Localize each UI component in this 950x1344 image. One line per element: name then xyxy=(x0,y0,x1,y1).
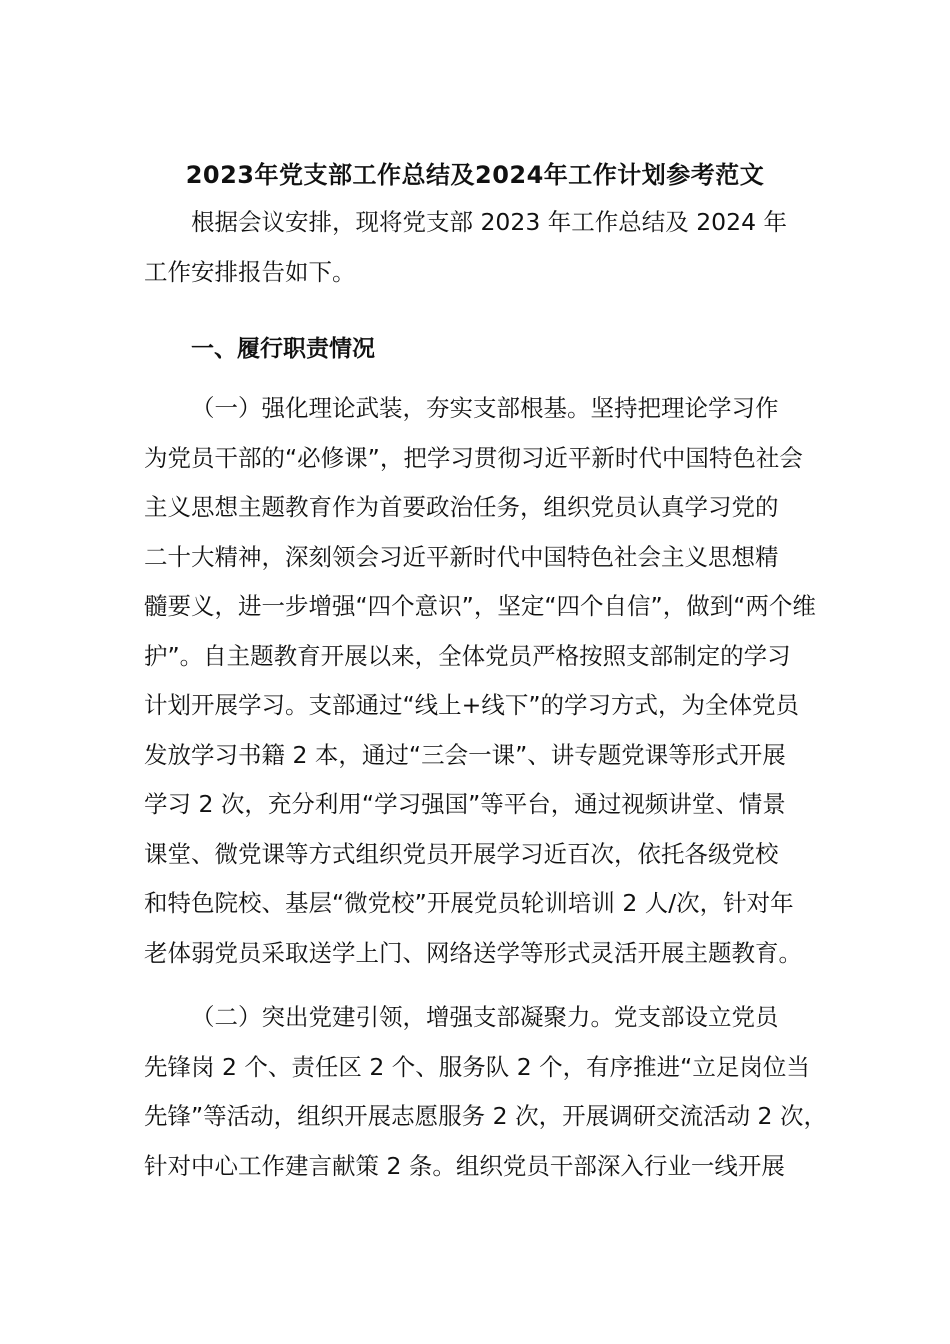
paragraph-line: 髓要义，进一步增强“四个意识”，坚定“四个自信”，做到“两个维 xyxy=(144,592,816,620)
document-title: 2023年党支部工作总结及2024年工作计划参考范文 xyxy=(185,161,765,189)
paragraph-line: 先锋岗 2 个、责任区 2 个、服务队 2 个，有序推进“立足岗位当 xyxy=(144,1052,810,1081)
paragraph-line: 和特色院校、基层“微党校”开展党员轮训培训 2 人/次，针对年 xyxy=(144,889,794,917)
intro-paragraph xyxy=(144,198,824,297)
paragraph-line: 学习 2 次，充分利用“学习强国”等平台，通过视频讲堂、情景 xyxy=(144,790,786,818)
section-heading: 一、履行职责情况 xyxy=(191,336,375,362)
paragraph-line: 主义思想主题教育作为首要政治任务，组织党员认真学习党的 xyxy=(144,493,779,521)
paragraph-line: 根据会议安排，现将党支部 2023 年工作总结及 2024 年 xyxy=(191,208,787,236)
paragraph-line: 为党员干部的“必修课”，把学习贯彻习近平新时代中国特色社会 xyxy=(144,443,803,472)
paragraph-line: 二十大精神，深刻领会习近平新时代中国特色社会主义思想精 xyxy=(144,542,779,571)
paragraph-line: 发放学习书籍 2 本，通过“三会一课”、讲专题党课等形式开展 xyxy=(144,740,786,769)
paragraph-line: （二）突出党建引领，增强支部凝聚力。党支部设立党员 xyxy=(191,1003,779,1031)
paragraph-line: 课堂、微党课等方式组织党员开展学习近百次，依托各级党校 xyxy=(144,839,779,868)
paragraph-line: 计划开展学习。支部通过“线上+线下”的学习方式，为全体党员 xyxy=(144,691,800,719)
paragraph-line: 针对中心工作建言献策 2 条。组织党员干部深入行业一线开展 xyxy=(144,1151,785,1180)
paragraph-line: （一）强化理论武装，夯实支部根基。坚持把理论学习作 xyxy=(191,394,779,422)
paragraph-party-building xyxy=(144,993,827,1191)
paragraph-theory-study xyxy=(144,384,824,978)
paragraph-line: 先锋”等活动，组织开展志愿服务 2 次，开展调研交流活动 2 次， xyxy=(144,1102,827,1130)
paragraph-line: 工作安排报告如下。 xyxy=(144,257,356,286)
paragraph-line: 护”。自主题教育开展以来，全体党员严格按照支部制定的学习 xyxy=(144,641,791,670)
paragraph-line: 老体弱党员采取送学上门、网络送学等形式灵活开展主题教育。 xyxy=(144,938,802,967)
